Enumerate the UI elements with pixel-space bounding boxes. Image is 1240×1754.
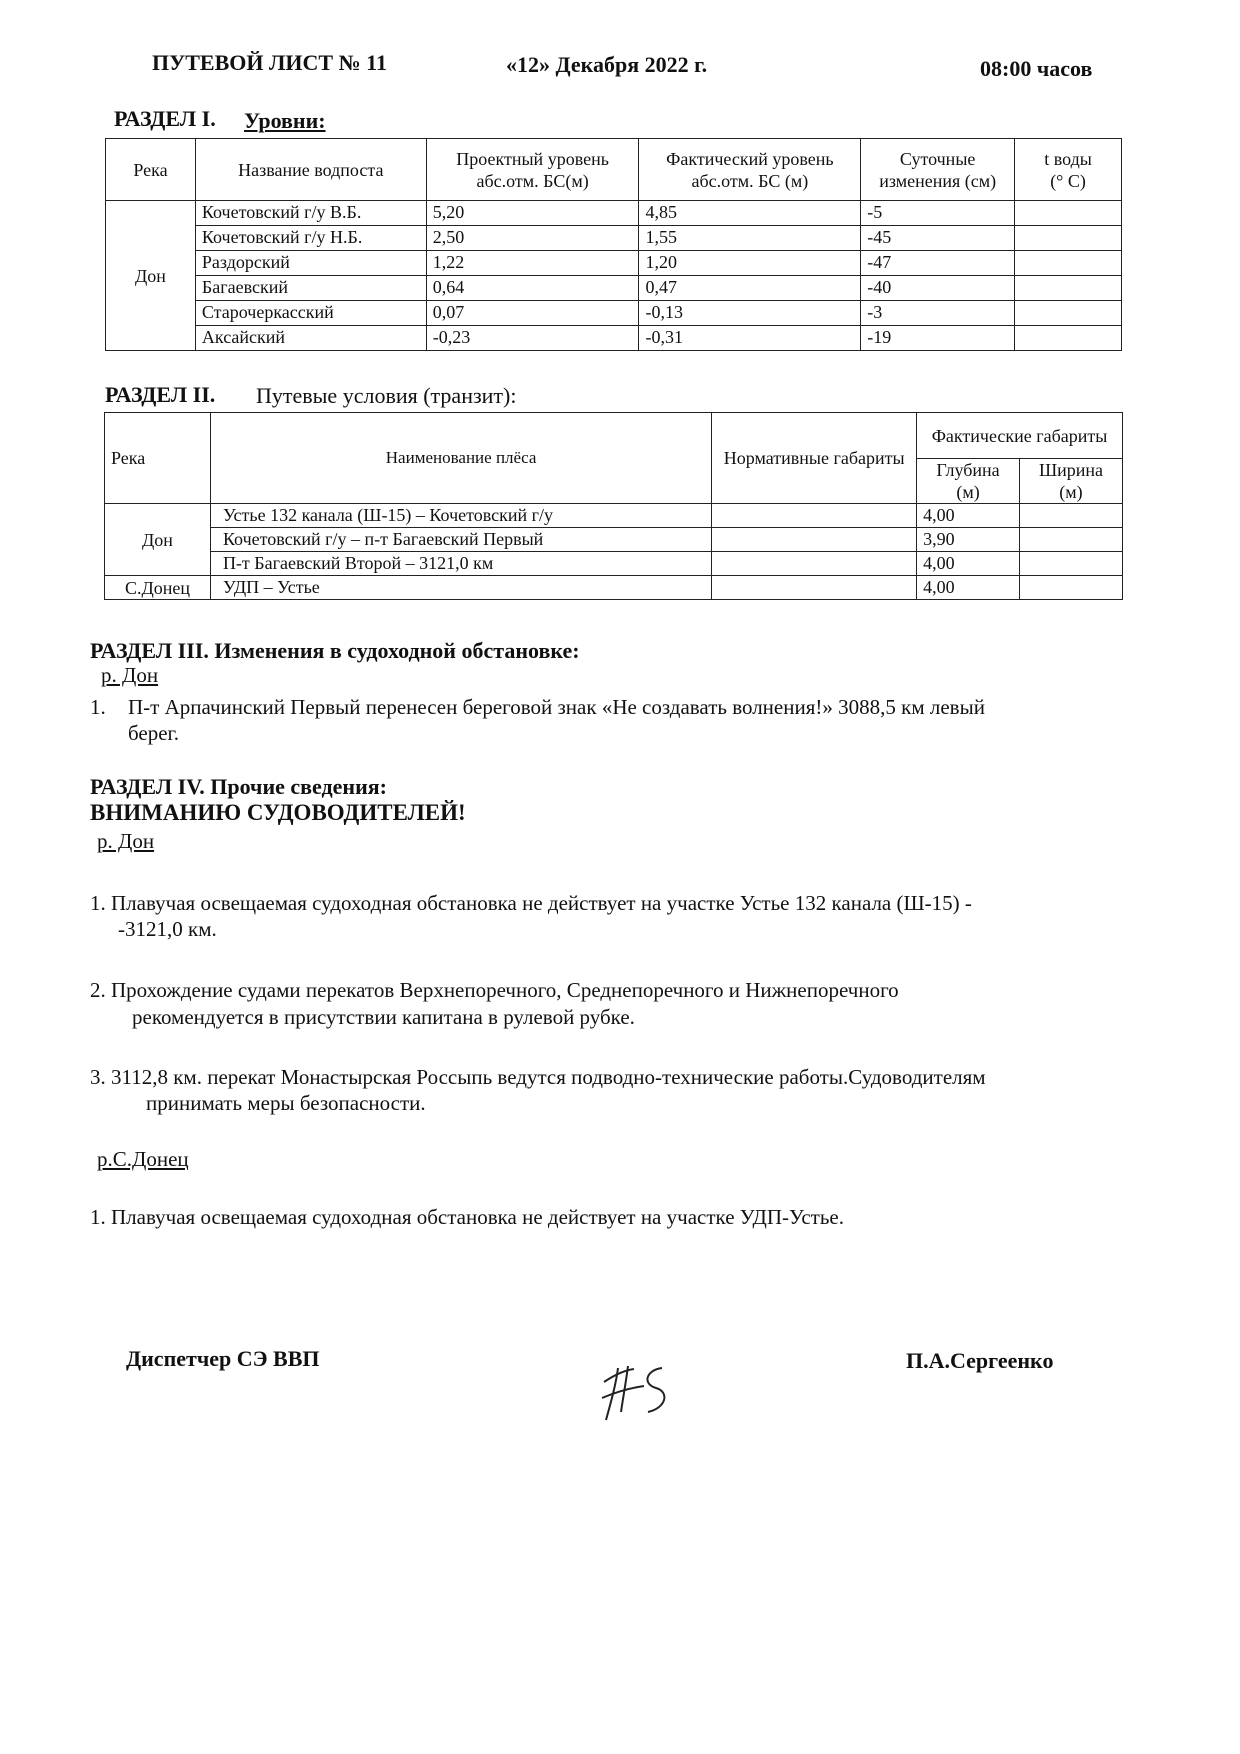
section3-item-line1: П-т Арпачинский Первый перенесен береговой знак «Не создавать волнения!» 3088,5 км левый	[128, 695, 985, 719]
normative-dimensions	[712, 576, 917, 600]
section3-heading: РАЗДЕЛ III. Изменения в судоходной обстановке:	[90, 638, 580, 663]
water-temp	[1015, 226, 1122, 251]
post-name: Кочетовский г/у В.Б.	[195, 201, 426, 226]
col-reach-name: Наименование плёса	[210, 413, 711, 504]
waybill-time: 08:00 часов	[980, 56, 1093, 81]
daily-change: -3	[861, 301, 1015, 326]
notice-line: принимать меры безопасности.	[146, 1091, 426, 1115]
attention-heading: ВНИМАНИЮ СУДОВОДИТЕЛЕЙ!	[90, 800, 466, 825]
actual-level: 4,85	[639, 201, 861, 226]
dispatcher-name: П.А.Сергеенко	[906, 1348, 1054, 1373]
col-actual-level: Фактический уровень абс.отм. БС (м)	[639, 139, 861, 201]
post-name: Кочетовский г/у Н.Б.	[195, 226, 426, 251]
section4-river-donets: р.С.Донец	[97, 1147, 189, 1171]
col-water-temp	[1015, 139, 1122, 201]
project-level: 0,64	[426, 276, 639, 301]
river-cell: Дон	[106, 201, 196, 351]
notice-line: рекомендуется в присутствии капитана в рулевой рубке.	[132, 1005, 635, 1029]
reach-name: Устье 132 канала (Ш-15) – Кочетовский г/у	[210, 504, 711, 528]
col-water-temp-label: t воды	[1044, 148, 1092, 169]
water-temp	[1015, 326, 1122, 351]
section4-heading: РАЗДЕЛ IV. Прочие сведения:	[90, 774, 387, 799]
normative-dimensions	[712, 528, 917, 552]
width-value	[1020, 576, 1123, 600]
route-header-row	[105, 413, 1123, 459]
notice-line: 2. Прохождение судами перекатов Верхнепоречного, Среднепоречного и Нижнепоречного	[90, 978, 899, 1002]
normative-dimensions	[712, 552, 917, 576]
depth-value: 4,00	[917, 504, 1020, 528]
river-cell: Дон	[105, 504, 211, 576]
daily-change: -40	[861, 276, 1015, 301]
col-water-temp-unit: (° С)	[1050, 170, 1086, 191]
section3-item-number: 1.	[90, 695, 106, 719]
table-row	[105, 528, 1123, 552]
section3-item-line2: берег.	[128, 721, 180, 745]
col-project-level: Проектный уровень абс.отм. БС(м)	[426, 139, 639, 201]
section2-heading: РАЗДЕЛ II.	[105, 382, 216, 407]
water-temp	[1015, 201, 1122, 226]
daily-change: -47	[861, 251, 1015, 276]
post-name: Аксайский	[195, 326, 426, 351]
width-value	[1020, 528, 1123, 552]
reach-name: Кочетовский г/у – п-т Багаевский Первый	[210, 528, 711, 552]
water-temp	[1015, 251, 1122, 276]
section4-river-don: р. Дон	[97, 829, 155, 853]
table-row	[106, 301, 1122, 326]
water-temp	[1015, 301, 1122, 326]
col-actual-dimensions: Фактические габариты	[917, 413, 1123, 459]
col-river: Река	[105, 413, 211, 504]
project-level: 0,07	[426, 301, 639, 326]
daily-change: -5	[861, 201, 1015, 226]
col-depth: Глубина (м)	[917, 459, 1020, 504]
depth-value: 4,00	[917, 552, 1020, 576]
section1-heading: РАЗДЕЛ I.	[114, 106, 216, 131]
actual-level: -0,13	[639, 301, 861, 326]
depth-value: 3,90	[917, 528, 1020, 552]
notice-line: 1. Плавучая освещаемая судоходная обстановка не действует на участке Устье 132 канала (Ш-15) -	[90, 891, 972, 915]
notice-line: -3121,0 км.	[118, 917, 217, 941]
project-level: -0,23	[426, 326, 639, 351]
notice-line: 1. Плавучая освещаемая судоходная обстановка не действует на участке УДП-Устье.	[90, 1205, 844, 1229]
col-river: Река	[106, 139, 196, 201]
actual-level: 1,55	[639, 226, 861, 251]
section3-river: р. Дон	[101, 663, 159, 687]
table-row	[106, 276, 1122, 301]
route-table	[104, 412, 1123, 600]
normative-dimensions	[712, 504, 917, 528]
levels-table	[105, 138, 1122, 351]
signature	[594, 1354, 684, 1426]
depth-value: 4,00	[917, 576, 1020, 600]
dispatcher-position: Диспетчер СЭ ВВП	[126, 1346, 320, 1371]
notice-line: 3. 3112,8 км. перекат Монастырская Россыпь ведутся подводно-технические работы.Судоводителям	[90, 1065, 986, 1089]
actual-level: 1,20	[639, 251, 861, 276]
river-cell: С.Донец	[105, 576, 211, 600]
col-width: Ширина (м)	[1020, 459, 1123, 504]
section2-subtitle: Путевые условия (транзит):	[256, 383, 517, 408]
project-level: 2,50	[426, 226, 639, 251]
levels-header-row	[106, 139, 1122, 201]
table-row	[106, 326, 1122, 351]
width-value	[1020, 552, 1123, 576]
waybill-title: ПУТЕВОЙ ЛИСТ № 11	[152, 50, 387, 75]
table-row	[105, 552, 1123, 576]
waybill-date: «12» Декабря 2022 г.	[506, 52, 708, 77]
section1-subtitle: Уровни:	[244, 108, 326, 133]
post-name: Багаевский	[195, 276, 426, 301]
actual-level: -0,31	[639, 326, 861, 351]
table-row	[105, 576, 1123, 600]
post-name: Раздорский	[195, 251, 426, 276]
col-post-name: Название водпоста	[195, 139, 426, 201]
table-row	[106, 226, 1122, 251]
post-name: Старочеркасский	[195, 301, 426, 326]
table-row	[105, 504, 1123, 528]
daily-change: -45	[861, 226, 1015, 251]
table-row	[106, 201, 1122, 226]
water-temp	[1015, 276, 1122, 301]
reach-name: УДП – Устье	[210, 576, 711, 600]
reach-name: П-т Багаевский Второй – 3121,0 км	[210, 552, 711, 576]
col-normative: Нормативные габариты	[712, 413, 917, 504]
daily-change: -19	[861, 326, 1015, 351]
project-level: 1,22	[426, 251, 639, 276]
table-row	[106, 251, 1122, 276]
actual-level: 0,47	[639, 276, 861, 301]
col-daily-change: Суточные изменения (см)	[861, 139, 1015, 201]
width-value	[1020, 504, 1123, 528]
project-level: 5,20	[426, 201, 639, 226]
